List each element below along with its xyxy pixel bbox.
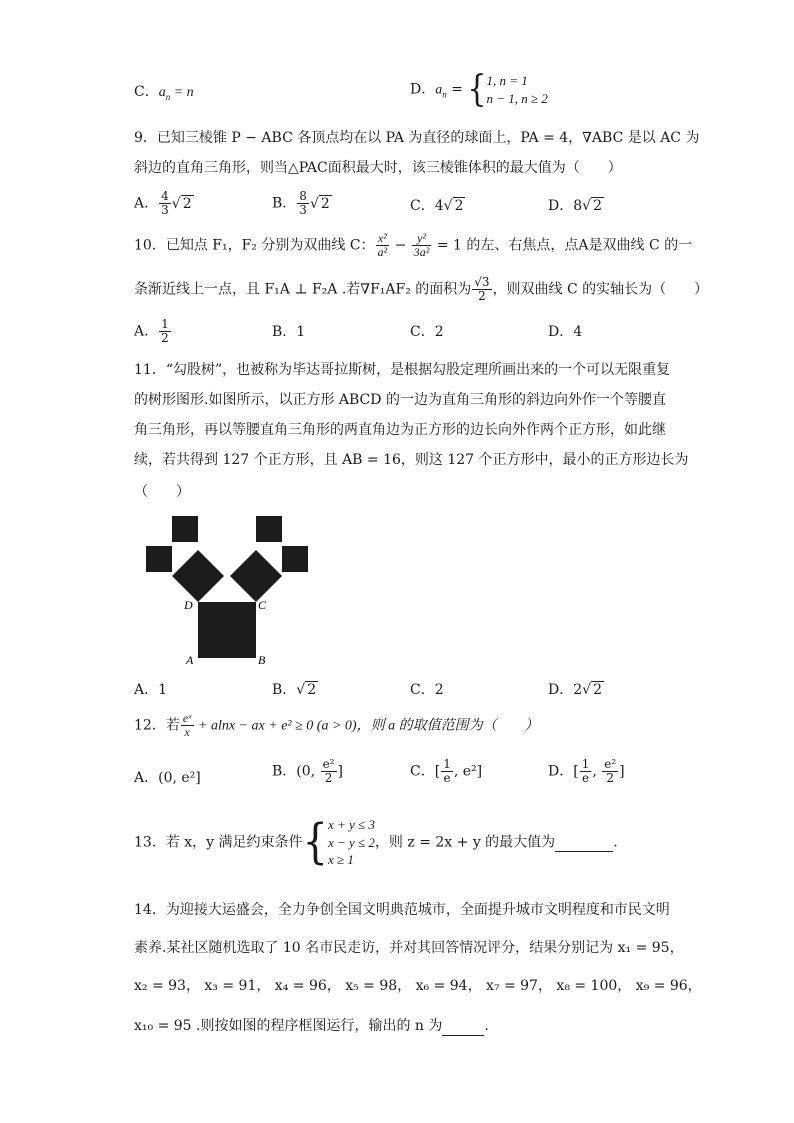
label-d: D — [184, 598, 193, 612]
square-abcd — [198, 602, 256, 658]
q11-stem-line2: 的树形图形.如图所示，以正方形 ABCD 的一边为直角三角形的斜边向外作一个等腰直 — [134, 392, 666, 408]
square-right-top — [256, 516, 282, 542]
q14-stem-line4: x₁₀ = 95 .则按如图的程序框图运行，输出的 n 为 . — [134, 1018, 489, 1034]
q13-stem: 13．若 x，y 满足约束条件{ x + y ≤ 3 x − y ≤ 2 x ≥ 1 ，则 z = 2x + y 的最大值为 . — [134, 814, 618, 870]
q11-stem-line5: （ ） — [134, 484, 190, 500]
q9-stem-line1: 9．已知三棱锥 P − ABC 各顶点均在以 PA 为直径的球面上，PA = 4，∇ABC 是以 AC 为 — [134, 130, 700, 146]
q11-option-b: B．√ 2 — [272, 682, 317, 698]
q9-option-b: B． $\frac{8}{3}$ √ 2 — [272, 189, 330, 218]
q12-option-b: B．(0, $\frac{\text{e²}}{2}$ ] — [272, 757, 343, 786]
q14-stem-line2: 素养.某社区随机选取了 10 名市民走访，并对其回答情况评分，结果分别记为 x₁ = 95， — [134, 940, 684, 956]
q9-option-d: D．8√ 2 — [548, 198, 602, 214]
q11-stem-line3: 角三角形，再以等腰直角三角形的两直角边为正方形的边长向外作两个正方形，如此继 — [134, 422, 666, 438]
q9-stem-line2: 斜边的直角三角形，则当△PAC面积最大时，该三棱锥体积的最大值为（ ） — [134, 160, 622, 176]
label-c: C — [258, 598, 267, 612]
q11-stem-line1: 11．“勾股树”，也被称为毕达哥拉斯树，是根据勾股定理所画出来的一个可以无限重复 — [134, 362, 671, 378]
answer-blank[interactable] — [555, 834, 613, 852]
label-a: A — [186, 653, 194, 667]
q11-option-a: A．1 — [134, 682, 168, 698]
q10-stem-line2: 条渐近线上一点，且 F₁A ⊥ F₂A .若∇F₁AF₂ 的面积为 $\frac{√3}{2}$ ，则双曲线 C 的实轴长为（ ） — [134, 275, 709, 304]
q11-stem-line4: 续，若共得到 127 个正方形，且 AB = 16，则这 127 个正方形中，最小的正方形边长为 — [134, 452, 689, 468]
q11-option-c: C．2 — [410, 682, 444, 698]
q10-option-a: A． $\frac{1}{2}$ — [134, 317, 169, 346]
q10-stem-line1: 10．已知点 F₁，F₂ 分别为双曲线 C： $\frac{\text{x²}}{\text{a²}}$ − $\frac{\text{y²}}{\text{3a²}}$ = 1 的左、右焦点，点A是双曲线 C 的一 — [134, 231, 693, 260]
answer-blank[interactable] — [442, 1018, 484, 1036]
q14-stem-line3: x₂ = 93， x₃ = 91， x₄ = 96， x₅ = 98， x₆ = 94， x₇ = 97， x₈ = 100， x₉ = 96， — [134, 978, 702, 994]
q10-option-d: D．4 — [548, 324, 583, 340]
brace-symbol: { — [467, 67, 487, 110]
q14-stem-line1: 14．为迎接大运盛会，全力争创全国文明典范城市，全面提升城市文明程度和市民文明 — [134, 902, 670, 918]
label-b: B — [258, 653, 266, 667]
q12-stem: 12．若 $\frac{\text{eˣ}}{x}$ + alnx − ax + e² ≥ 0 (a > 0)，则 a 的取值范围为（ ） — [134, 711, 539, 740]
q12-option-d: D．[ $\frac{1}{e}$ , $\frac{\text{e²}}{2}$ ] — [548, 757, 625, 786]
q10-option-b: B．1 — [272, 324, 306, 340]
q11-option-d: D．2√ 2 — [548, 682, 602, 698]
q9-option-a: A． $\frac{4}{3}$ √ 2 — [134, 189, 192, 218]
brace-symbol: { — [302, 814, 328, 870]
q12-option-a: A．(0, e²] — [134, 770, 201, 786]
square-right-right — [282, 546, 308, 572]
square-left-left — [146, 546, 172, 572]
q8-option-d: D．$a_n$ = { 1, n = 1 n − 1, n ≥ 2 — [410, 67, 548, 110]
q10-option-c: C．2 — [410, 324, 444, 340]
q9-option-c: C．4√ 2 — [410, 198, 464, 214]
square-left-mid — [172, 550, 224, 602]
square-right-mid — [230, 550, 282, 602]
pythagoras-tree-figure — [140, 512, 315, 672]
q12-option-c: C．[ $\frac{1}{e}$ , e²] — [410, 757, 483, 786]
square-left-top — [172, 516, 198, 542]
q8-option-c: C．$a_n = n$ — [134, 84, 194, 102]
